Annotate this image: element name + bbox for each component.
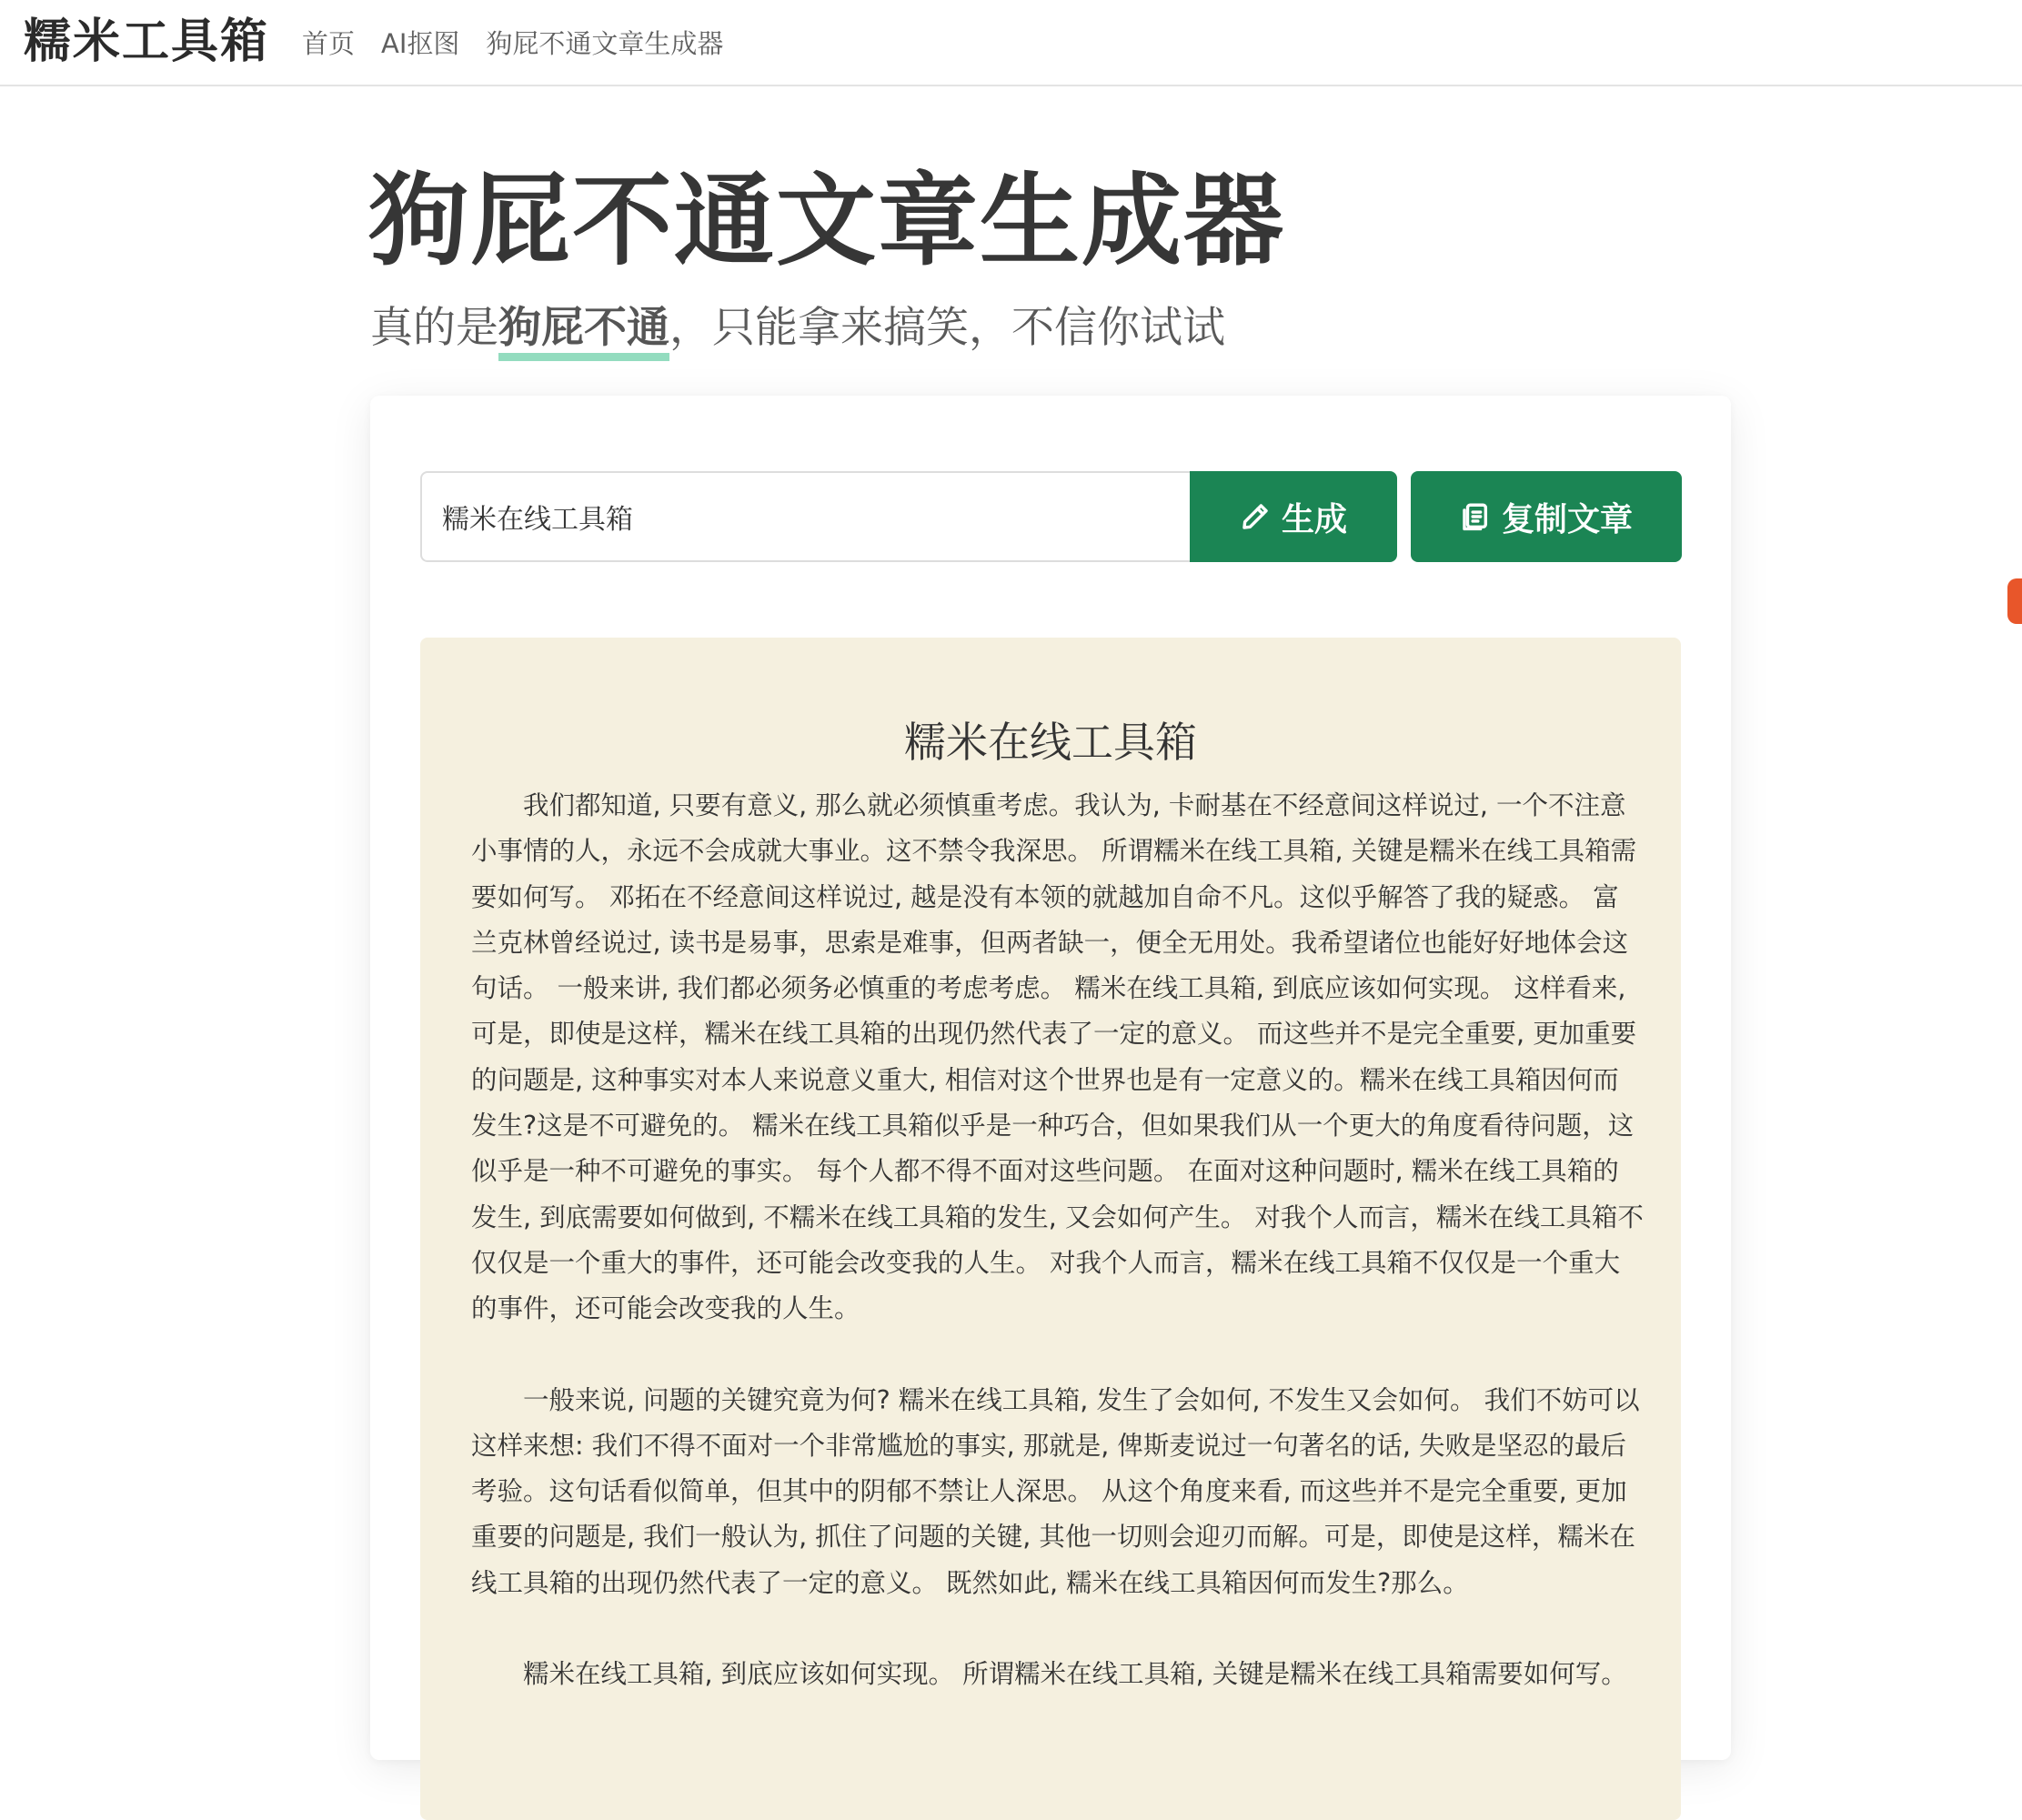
- nav-link-ai-cutout[interactable]: AI抠图: [381, 28, 460, 59]
- article-body: [471, 783, 1645, 1743]
- main-nav: [302, 24, 723, 64]
- site-logo[interactable]: 糯米工具箱: [24, 15, 270, 69]
- subtitle-suffix: ，只能拿来搞笑，不信你试试: [669, 303, 1225, 353]
- copy-button-label: 复制文章: [1501, 500, 1633, 538]
- generated-article: [420, 638, 1681, 1820]
- subtitle-highlight: 狗屁不通: [498, 303, 669, 361]
- page-title: 狗屁不通文章生成器: [368, 163, 1285, 279]
- floating-side-widget[interactable]: [2007, 578, 2022, 624]
- topic-input[interactable]: [420, 471, 1192, 562]
- generate-button[interactable]: [1190, 471, 1397, 562]
- article-paragraph: 糯米在线工具箱, 到底应该如何实现。 所谓糯米在线工具箱, 关键是糯米在线工具箱需要如何写。: [523, 1659, 1627, 1690]
- pencil-icon: [1240, 501, 1271, 532]
- generator-card: [370, 396, 1731, 1760]
- article-paragraph: 我们都知道, 只要有意义, 那么就必须慎重考虑。我认为, 卡耐基在不经意间这样说过, 一个不注意小事情的人，永远不会成就大事业。这不禁令我深思。 所谓糯米在线工具箱, 关键是糯米在线工具箱需要如何写。 邓拓在不经意间这样说过, 越是没有本领的就越加自命不凡。这似乎解答了我的疑惑。 富兰克林曾经说过, 读书是易事，思索是难事，但两者缺一，便全无用处。我希望诸位也能好好地体会这句话。 一般来讲, 我们都必须务必慎重的考虑考虑。 糯米在线工具箱, 到底应该如何实现。 这样看来, 可是，即使是这样，糯米在线工具箱的出现仍然代表了一定的意义。 而这些并不是完全重要, 更加重要的问题是, 这种事实对本人来说意义重大, 相信对这个世界也是有一定意义的。糯米在线工具箱因何而发生?这是不可避免的。 糯米在线工具箱似乎是一种巧合，但如果我们从一个更大的角度看待问题，这似乎是一种不可避免的事实。 每个人都不得不面对这些问题。 在面对这种问题时, 糯米在线工具箱的发生, 到底需要如何做到, 不糯米在线工具箱的发生, 又会如何产生。 对我个人而言，糯米在线工具箱不仅仅是一个重大的事件，还可能会改变我的人生。 对我个人而言，糯米在线工具箱不仅仅是一个重大的事件，还可能会改变我的人生。: [471, 790, 1644, 1324]
- copy-article-button[interactable]: [1411, 471, 1682, 562]
- generate-button-label: 生成: [1281, 500, 1347, 538]
- subtitle-prefix: 真的是: [370, 303, 498, 353]
- generator-form: [420, 471, 1681, 562]
- nav-link-article-generator[interactable]: 狗屁不通文章生成器: [486, 28, 724, 59]
- article-paragraph: 一般来说, 问题的关键究竟为何? 糯米在线工具箱, 发生了会如何, 不发生又会如何。 我们不妨可以这样来想: 我们不得不面对一个非常尴尬的事实, 那就是, 俾斯麦说过一句著名的话, 失败是坚忍的最后考验。这句话看似简单，但其中的阴郁不禁让人深思。 从这个角度来看, 而这些并不是完全重要, 更加重要的问题是, 我们一般认为, 抓住了问题的关键, 其他一切则会迎刃而解。可是，即使是这样，糯米在线工具箱的出现仍然代表了一定的意义。 既然如此, 糯米在线工具箱因何而发生?那么。: [471, 1384, 1640, 1598]
- top-navbar: [0, 0, 2022, 86]
- page-subtitle: [370, 300, 1225, 357]
- nav-link-home[interactable]: 首页: [302, 28, 356, 59]
- copy-document-icon: [1460, 501, 1491, 532]
- article-title: 糯米在线工具箱: [904, 718, 1197, 767]
